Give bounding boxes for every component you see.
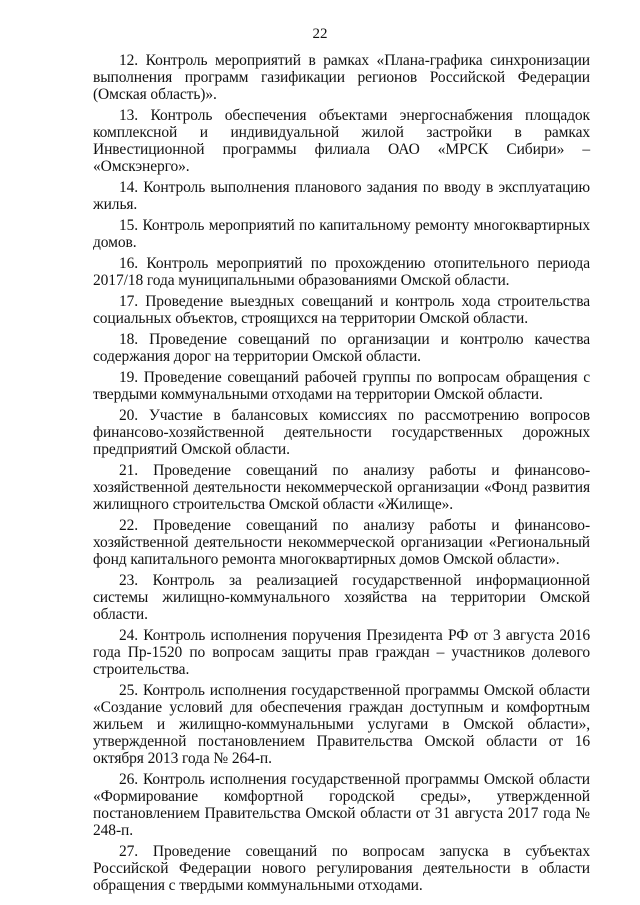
list-item: 19. Проведение совещаний рабочей группы по вопросам обращения с твердыми коммунальными отходами на территории Омской области. (93, 369, 590, 403)
list-item: 21. Проведение совещаний по анализу работы и финансово-хозяйственной деятельности некоммерческой организации «Фонд развития жилищного строительства Омской области «Жилище». (93, 462, 590, 513)
list-item: 20. Участие в балансовых комиссиях по рассмотрению вопросов финансово-хозяйственной деятельности государственных дорожных предприятий Омской области. (93, 407, 590, 458)
list-item: 18. Проведение совещаний по организации и контролю качества содержания дорог на территории Омской области. (93, 331, 590, 365)
list-item: 25. Контроль исполнения государственной программы Омской области «Создание условий для обеспечения граждан доступным и комфортным жильем и жилищно-коммунальными услугами в Омской области», утвержденной постановлением Правительства Омской области от 16 октября 2013 года № 264-п. (93, 682, 590, 767)
list-item: 24. Контроль исполнения поручения Президента РФ от 3 августа 2016 года Пр-1520 по вопросам защиты прав граждан – участников долевого строительства. (93, 627, 590, 678)
list-item: 23. Контроль за реализацией государственной информационной системы жилищно-коммунального хозяйства на территории Омской области. (93, 572, 590, 623)
list-item: 26. Контроль исполнения государственной программы Омской области «Формирование комфортной городской среды», утвержденной постановлением Правительства Омской области от 31 августа 2017 года № 248-п. (93, 771, 590, 839)
list-item: 16. Контроль мероприятий по прохождению отопительного периода 2017/18 года муниципальными образованиями Омской области. (93, 255, 590, 289)
list-item: 27. Проведение совещаний по вопросам запуска в субъектах Российской Федерации нового регулирования деятельности в области обращения с твердыми коммунальными отходами. (93, 843, 590, 894)
list-item: 13. Контроль обеспечения объектами энергоснабжения площадок комплексной и индивидуальной жилой застройки в рамках Инвестиционной программы филиала ОАО «МРСК Сибири» – «Омскэнерго». (93, 107, 590, 175)
list-item: 15. Контроль мероприятий по капитальному ремонту многоквартирных домов. (93, 217, 590, 251)
page-number: 22 (312, 26, 328, 42)
list-item: 17. Проведение выездных совещаний и контроль хода строительства социальных объектов, строящихся на территории Омской области. (93, 293, 590, 327)
list-item: 22. Проведение совещаний по анализу работы и финансово-хозяйственной деятельности некоммерческой организации «Региональный фонд капитального ремонта многоквартирных домов Омской области». (93, 517, 590, 568)
list-item: 12. Контроль мероприятий в рамках «Плана-графика синхронизации выполнения программ газификации регионов Российской Федерации (Омская область)». (93, 52, 590, 103)
list-item: 14. Контроль выполнения планового задания по вводу в эксплуатацию жилья. (93, 179, 590, 213)
document-body (93, 52, 590, 898)
